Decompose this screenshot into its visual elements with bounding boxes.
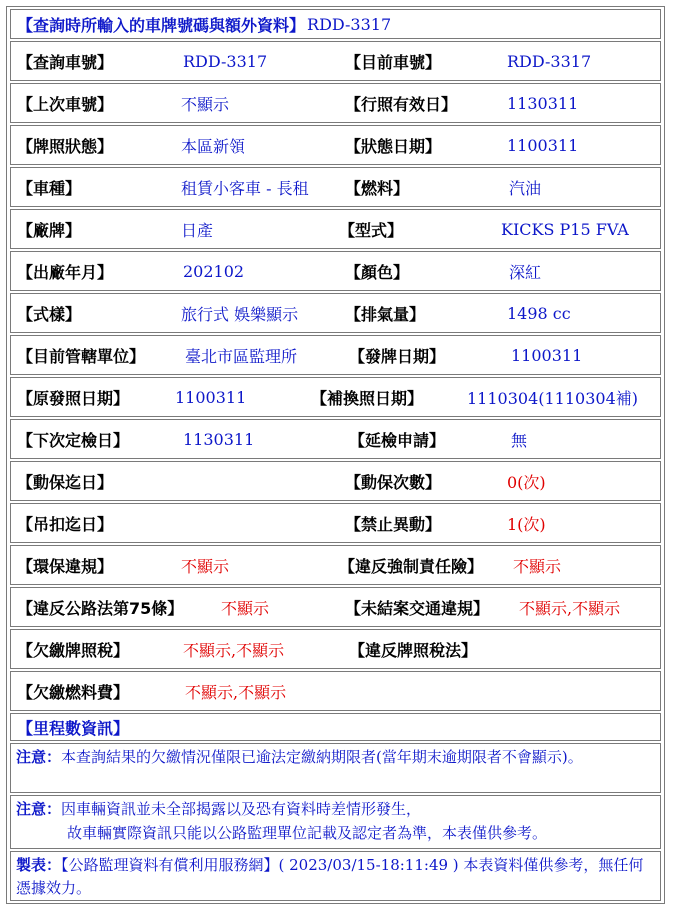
label-model: 【型式】 bbox=[339, 220, 404, 240]
value-current-office: 臺北市區監理所 bbox=[185, 346, 298, 366]
label-reissue-date: 【補換照日期】 bbox=[311, 388, 424, 408]
value-insurance-violation: 不顯示 bbox=[513, 556, 562, 576]
footer-note bbox=[16, 854, 655, 900]
table-row bbox=[10, 587, 661, 627]
table-row bbox=[10, 335, 661, 375]
label-open-traffic-violation: 【未結案交通違規】 bbox=[345, 598, 490, 618]
table-row bbox=[10, 293, 661, 333]
label-plate-status: 【牌照狀態】 bbox=[17, 136, 114, 156]
label-inspection-extension: 【延檢申請】 bbox=[349, 430, 446, 450]
label-query-plate: 【查詢車號】 bbox=[17, 52, 114, 72]
label-env-violation: 【環保違規】 bbox=[17, 556, 114, 576]
value-model: KICKS P15 FVA bbox=[501, 219, 629, 239]
label-license-valid-date: 【行照有效日】 bbox=[345, 94, 458, 114]
table-row bbox=[10, 377, 661, 417]
vehicle-info-table bbox=[6, 6, 665, 904]
label-current-office: 【目前管轄單位】 bbox=[17, 346, 146, 366]
table-row bbox=[10, 41, 661, 81]
value-query-plate: RDD-3317 bbox=[183, 51, 268, 71]
label-next-inspection: 【下次定檢日】 bbox=[17, 430, 130, 450]
notice-2-label: 注意： bbox=[16, 800, 62, 818]
value-unpaid-license-tax: 不顯示,不顯示 bbox=[183, 640, 285, 660]
label-original-license-date: 【原發照日期】 bbox=[17, 388, 130, 408]
value-manufacture-date: 202102 bbox=[183, 261, 245, 281]
notice-2 bbox=[16, 798, 655, 821]
label-unpaid-license-tax: 【欠繳牌照稅】 bbox=[17, 640, 130, 660]
header-plate: RDD-3317 bbox=[307, 14, 392, 34]
label-displacement: 【排氣量】 bbox=[345, 304, 426, 324]
value-vehicle-type: 租賃小客車 - 長租 bbox=[181, 178, 309, 198]
table-row bbox=[10, 419, 661, 459]
value-transfer-prohibited: 1(次) bbox=[507, 514, 546, 534]
table-row bbox=[10, 503, 661, 543]
value-original-license-date: 1100311 bbox=[175, 387, 247, 407]
notice-1-label: 注意： bbox=[16, 748, 62, 766]
label-color: 【顏色】 bbox=[345, 262, 410, 282]
mileage-title: 【里程數資訊】 bbox=[17, 718, 130, 738]
value-lien-count: 0(次) bbox=[507, 472, 546, 492]
table-row bbox=[10, 167, 661, 207]
value-displacement: 1498 cc bbox=[507, 303, 571, 323]
label-lien-count: 【動保次數】 bbox=[345, 472, 442, 492]
value-next-inspection: 1130311 bbox=[183, 429, 255, 449]
value-brand: 日產 bbox=[181, 220, 214, 240]
label-style: 【式樣】 bbox=[17, 304, 82, 324]
label-issue-date: 【發牌日期】 bbox=[349, 346, 446, 366]
label-vehicle-type: 【車種】 bbox=[17, 178, 82, 198]
footer-row bbox=[10, 851, 661, 901]
value-open-traffic-violation: 不顯示,不顯示 bbox=[519, 598, 621, 618]
page-title bbox=[17, 10, 391, 38]
label-suspension-end-date: 【吊扣迄日】 bbox=[17, 514, 114, 534]
label-highway-law-violation: 【違反公路法第75條】 bbox=[17, 598, 184, 618]
value-reissue-date: 1110304(1110304補) bbox=[467, 388, 639, 408]
label-manufacture-date: 【出廠年月】 bbox=[17, 262, 114, 282]
notice-1 bbox=[16, 746, 655, 769]
label-license-tax-violation: 【違反牌照稅法】 bbox=[349, 640, 478, 660]
table-row bbox=[10, 83, 661, 123]
label-lien-end-date: 【動保迄日】 bbox=[17, 472, 114, 492]
notice-row bbox=[10, 795, 661, 849]
value-highway-law-violation: 不顯示 bbox=[221, 598, 270, 618]
value-status-date: 1100311 bbox=[507, 135, 579, 155]
value-current-plate: RDD-3317 bbox=[507, 51, 592, 71]
value-fuel: 汽油 bbox=[509, 178, 542, 198]
footer-label: 製表： bbox=[16, 856, 62, 874]
page-title-text: 【查詢時所輸入的車牌號碼與額外資料】 bbox=[17, 15, 306, 35]
value-inspection-extension: 無 bbox=[511, 430, 528, 450]
table-row bbox=[10, 251, 661, 291]
table-row bbox=[10, 461, 661, 501]
value-plate-status: 本區新領 bbox=[181, 136, 246, 156]
header-row bbox=[10, 9, 661, 39]
table-row bbox=[10, 629, 661, 669]
table-row bbox=[10, 209, 661, 249]
footer-text: 【公路監理資料有償利用服務網】( 2023/03/15-18:11:49 ) 本表資料僅供參考，無任何憑據效力。 bbox=[16, 856, 644, 897]
table-row bbox=[10, 545, 661, 585]
notice-2-line1: 因車輛資訊並未全部揭露以及恐有資料時差情形發生， bbox=[61, 800, 422, 818]
value-style: 旅行式 娛樂顯示 bbox=[181, 304, 299, 324]
label-fuel: 【燃料】 bbox=[345, 178, 410, 198]
notice-2-line2: 故車輛實際資訊只能以公路監理單位記載及認定者為準，本表僅供參考。 bbox=[67, 824, 548, 842]
value-color: 深紅 bbox=[509, 262, 542, 282]
table-row bbox=[10, 671, 661, 711]
value-license-valid-date: 1130311 bbox=[507, 93, 579, 113]
label-current-plate: 【目前車號】 bbox=[345, 52, 442, 72]
label-insurance-violation: 【違反強制責任險】 bbox=[339, 556, 484, 576]
mileage-section-header bbox=[10, 713, 661, 741]
value-unpaid-fuel-fee: 不顯示,不顯示 bbox=[185, 682, 287, 702]
label-previous-plate: 【上次車號】 bbox=[17, 94, 114, 114]
value-issue-date: 1100311 bbox=[511, 345, 583, 365]
label-transfer-prohibited: 【禁止異動】 bbox=[345, 514, 442, 534]
label-unpaid-fuel-fee: 【欠繳燃料費】 bbox=[17, 682, 130, 702]
value-previous-plate: 不顯示 bbox=[181, 94, 230, 114]
label-brand: 【廠牌】 bbox=[17, 220, 82, 240]
value-env-violation: 不顯示 bbox=[181, 556, 230, 576]
table-row bbox=[10, 125, 661, 165]
label-status-date: 【狀態日期】 bbox=[345, 136, 442, 156]
notice-1-text: 本查詢結果的欠繳情況僅限已逾法定繳納期限者(當年期末逾期限者不會顯示)。 bbox=[61, 748, 583, 766]
notice-row bbox=[10, 743, 661, 793]
